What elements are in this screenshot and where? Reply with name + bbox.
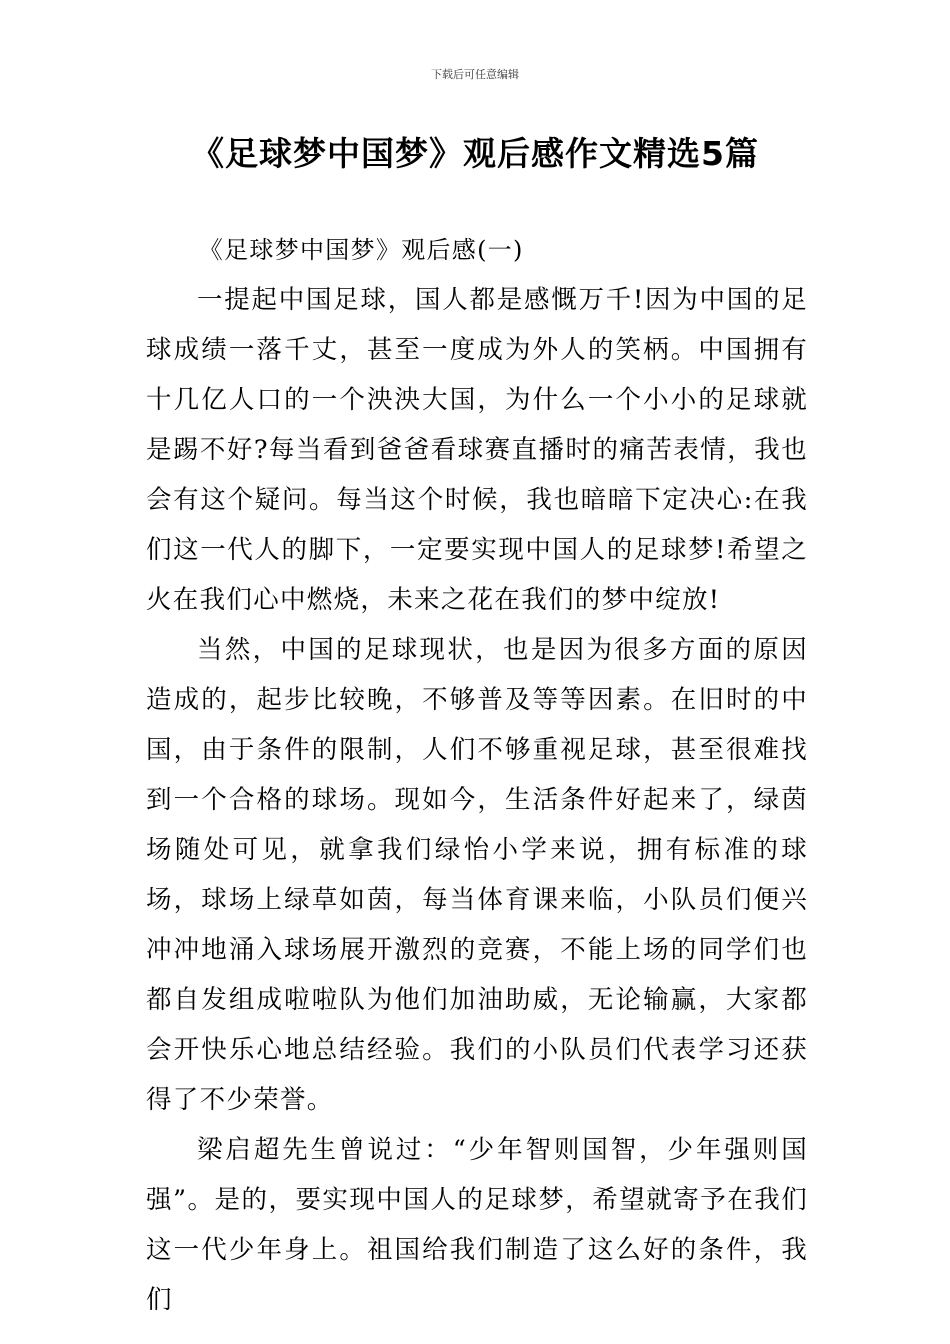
download-note: 下载后可任意编辑 (431, 68, 519, 81)
paragraph-3: 梁启超先生曾说过：“少年智则国智，少年强则国强”。是的，要实现中国人的足球梦，希望就寄予在我们这一代少年身上。祖国给我们制造了这么好的条件，我们 (146, 1135, 808, 1315)
document-title: 《足球梦中国梦》观后感作文精选5篇 (191, 134, 759, 173)
section-subtitle: 《足球梦中国梦》观后感(一) (198, 236, 524, 264)
paragraph-2: 当然，中国的足球现状，也是因为很多方面的原因造成的，起步比较晚，不够普及等等因素。在旧时的中国，由于条件的限制，人们不够重视足球，甚至很难找到一个合格的球场。现如今，生活条件好起来了，绿茵场随处可见，就拿我们绿怡小学来说，拥有标准的球场，球场上绿草如茵，每当体育课来临，小队员们便兴冲冲地涌入球场展开激烈的竞赛，不能上场的同学们也都自发组成啦啦队为他们加油助威，无论输赢，大家都会开快乐心地总结经验。我们的小队员们代表学习还获得了不少荣誉。 (146, 635, 808, 1115)
document-body (146, 225, 808, 1325)
paragraph-1: 一提起中国足球，国人都是感慨万千!因为中国的足球成绩一落千丈，甚至一度成为外人的笑柄。中国拥有十几亿人口的一个泱泱大国，为什么一个小小的足球就是踢不好?每当看到爸爸看球赛直播时的痛苦表情，我也会有这个疑问。每当这个时候，我也暗暗下定决心:在我们这一代人的脚下，一定要实现中国人的足球梦!希望之火在我们心中燃烧，未来之花在我们的梦中绽放! (146, 285, 808, 615)
